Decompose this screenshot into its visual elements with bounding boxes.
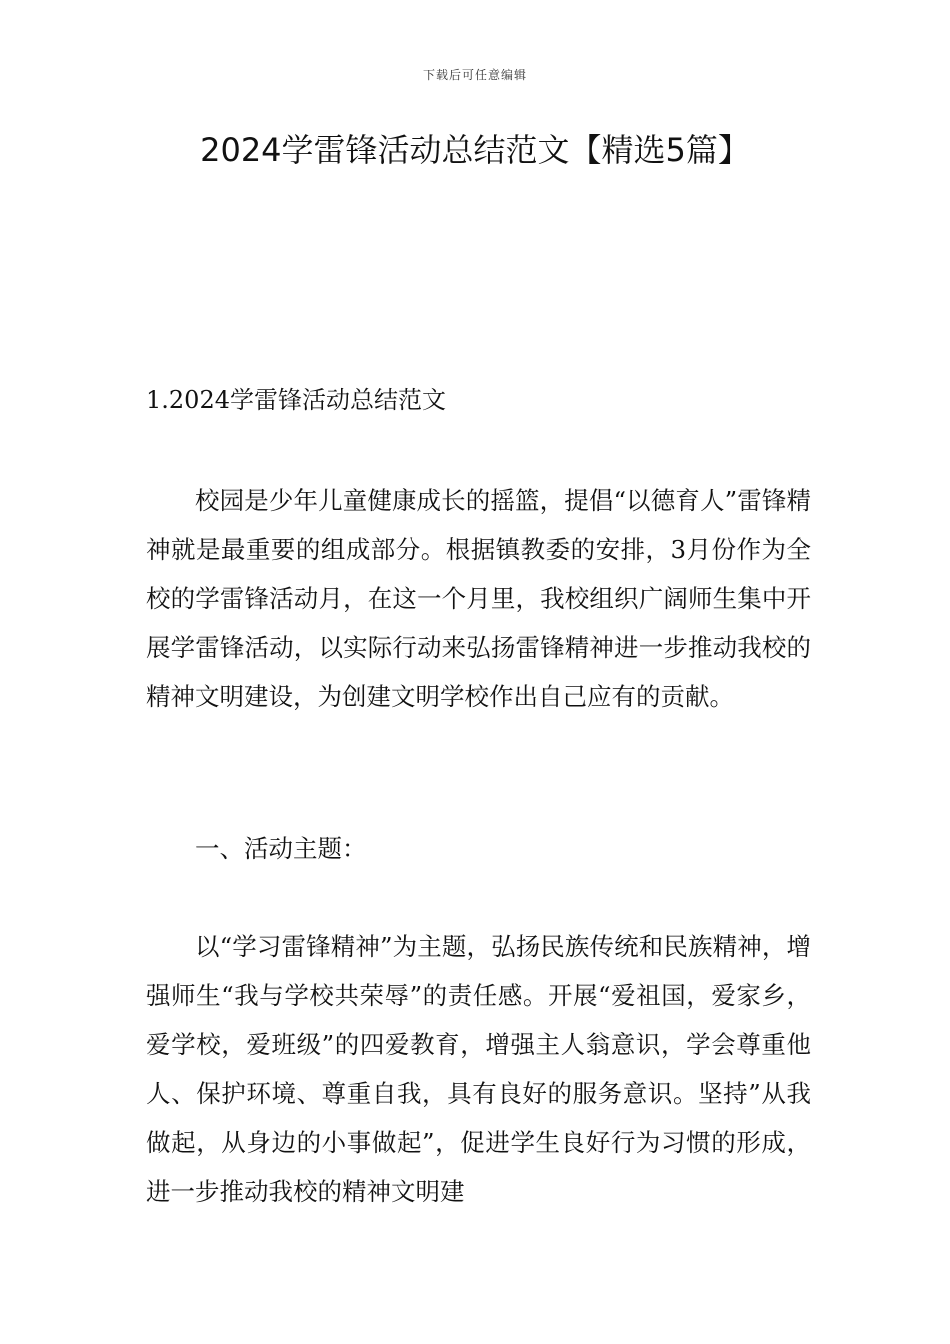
header-note: 下载后可任意编辑 [422,68,527,82]
sub-heading-activity-theme: 一、活动主题： [195,834,367,863]
body-paragraph-1: 校园是少年儿童健康成长的摇篮，提倡“以德育人”雷锋精神就是最重要的组成部分。根据镇教委的安排，3月份作为全校的学雷锋活动月，在这一个月里，我校组织广阔师生集中开展学雷锋活动，以实际行动来弘扬雷锋精神进一步推动我校的精神文明建设，为创建文明学校作出自己应有的贡献。 [146,486,811,711]
document-title: 2024学雷锋活动总结范文【精选5篇】 [200,131,750,169]
section-heading: 1.2024学雷锋活动总结范文 [146,386,446,414]
body-paragraph-2: 以“学习雷锋精神”为主题，弘扬民族传统和民族精神，增强师生“我与学校共荣辱”的责任感。开展“爱祖国，爱家乡，爱学校，爱班级”的四爱教育，增强主人翁意识，学会尊重他人、保护环境、尊重自我，具有良好的服务意识。坚持”从我做起，从身边的小事做起”，促进学生良好行为习惯的形成，进一步推动我校的精神文明建 [146,932,811,1206]
